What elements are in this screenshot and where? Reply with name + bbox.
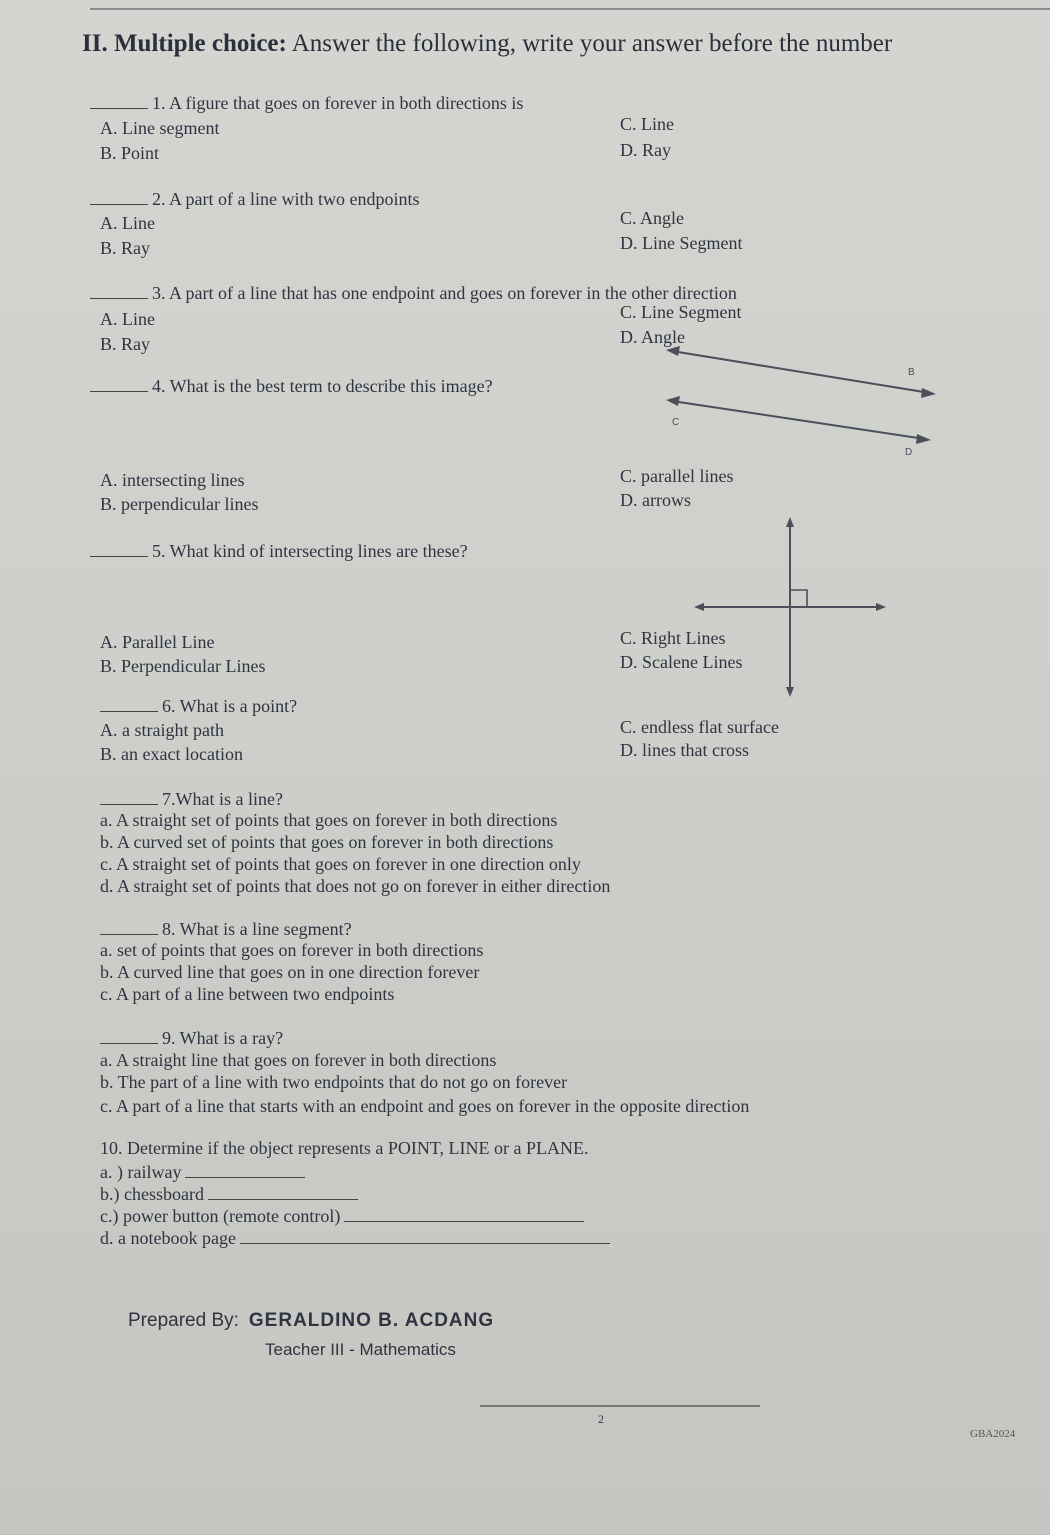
q4-option-b: B. perpendicular lines bbox=[100, 494, 259, 514]
q9-option-b: b. The part of a line with two endpoints that do not go on forever bbox=[100, 1072, 568, 1092]
question-6 bbox=[100, 695, 297, 717]
answer-blank-7[interactable] bbox=[100, 788, 158, 805]
arrowhead-left bbox=[694, 603, 704, 611]
question-8 bbox=[100, 918, 352, 940]
q5-option-d: D. Scalene Lines bbox=[620, 652, 743, 672]
point-label-b: B bbox=[908, 367, 915, 378]
q1-option-b: B. Point bbox=[100, 143, 160, 163]
q10-item-b bbox=[100, 1184, 358, 1205]
q5-option-b: B. Perpendicular Lines bbox=[100, 656, 266, 676]
arrowhead-b bbox=[921, 388, 936, 398]
q3-option-c: C. Line Segment bbox=[620, 302, 742, 322]
q1-option-a: A. Line segment bbox=[100, 118, 220, 138]
question-5-text: 5. What kind of intersecting lines are these? bbox=[152, 541, 468, 561]
q7-option-a: a. A straight set of points that goes on forever in both directions bbox=[100, 810, 558, 830]
q10-answer-c[interactable] bbox=[344, 1207, 584, 1222]
q7-option-d: d. A straight set of points that does not go on forever in either direction bbox=[100, 876, 611, 896]
q8-option-a: a. set of points that goes on forever in both directions bbox=[100, 940, 484, 960]
answer-blank-4[interactable] bbox=[90, 375, 148, 392]
q3-option-a: A. Line bbox=[100, 309, 155, 329]
teacher-role: Teacher III - Mathematics bbox=[265, 1340, 456, 1359]
q8-option-b: b. A curved line that goes on in one direction forever bbox=[100, 962, 480, 982]
line-ab bbox=[672, 351, 930, 393]
q1-option-c: C. Line bbox=[620, 114, 674, 134]
answer-blank-8[interactable] bbox=[100, 918, 158, 935]
page-mark: 2 bbox=[598, 1412, 604, 1426]
arrowhead-right bbox=[876, 603, 886, 611]
parallel-lines-figure bbox=[650, 345, 940, 465]
answer-blank-2[interactable] bbox=[90, 188, 148, 205]
q6-option-c: C. endless flat surface bbox=[620, 717, 779, 737]
q3-option-d: D. Angle bbox=[620, 327, 685, 347]
q10-item-a-label: a. ) railway bbox=[100, 1162, 182, 1182]
q2-option-a: A. Line bbox=[100, 213, 155, 233]
question-1-text: 1. A figure that goes on forever in both directions is bbox=[152, 93, 524, 113]
question-10-text: 10. Determine if the object represents a POINT, LINE or a PLANE. bbox=[100, 1138, 589, 1158]
question-4 bbox=[90, 375, 493, 397]
perpendicular-lines-figure bbox=[690, 515, 900, 705]
q10-answer-d[interactable] bbox=[240, 1229, 610, 1244]
question-8-text: 8. What is a line segment? bbox=[162, 919, 352, 939]
q9-option-c: c. A part of a line that starts with an endpoint and goes on forever in the opposite direction bbox=[100, 1096, 750, 1116]
q10-item-c bbox=[100, 1206, 584, 1227]
answer-blank-6[interactable] bbox=[100, 695, 158, 712]
arrowhead-up bbox=[786, 517, 794, 527]
top-border-line bbox=[90, 8, 1050, 10]
question-4-text: 4. What is the best term to describe this image? bbox=[152, 376, 493, 396]
question-9 bbox=[100, 1027, 283, 1049]
section-instruction: Answer the following, write your answer before the number bbox=[286, 30, 893, 57]
q10-item-a bbox=[100, 1162, 305, 1183]
q10-item-c-label: c.) power button (remote control) bbox=[100, 1206, 341, 1226]
question-9-text: 9. What is a ray? bbox=[162, 1028, 284, 1048]
question-2 bbox=[90, 188, 419, 210]
q10-answer-a[interactable] bbox=[185, 1163, 305, 1178]
q10-answer-b[interactable] bbox=[208, 1185, 358, 1200]
question-1 bbox=[90, 92, 523, 114]
section-heading bbox=[82, 30, 892, 58]
q6-option-b: B. an exact location bbox=[100, 744, 243, 764]
answer-blank-1[interactable] bbox=[90, 92, 148, 109]
right-angle-mark bbox=[790, 590, 807, 607]
q6-option-a: A. a straight path bbox=[100, 720, 224, 740]
q5-option-a: A. Parallel Line bbox=[100, 632, 215, 652]
q8-option-c: c. A part of a line between two endpoints bbox=[100, 984, 395, 1004]
prepared-by-label: Prepared By: bbox=[128, 1310, 239, 1331]
q1-option-d: D. Ray bbox=[620, 140, 671, 160]
q10-item-b-label: b.) chessboard bbox=[100, 1184, 204, 1204]
question-7-text: 7.What is a line? bbox=[162, 789, 283, 809]
q4-option-c: C. parallel lines bbox=[620, 466, 734, 486]
answer-blank-3[interactable] bbox=[90, 282, 148, 299]
question-2-text: 2. A part of a line with two endpoints bbox=[152, 189, 420, 209]
section-label: II. Multiple choice: bbox=[82, 30, 287, 57]
q2-option-c: C. Angle bbox=[620, 208, 685, 228]
q10-item-d bbox=[100, 1228, 610, 1249]
point-label-d: D bbox=[905, 447, 913, 458]
point-label-c: C bbox=[672, 417, 680, 428]
question-6-text: 6. What is a point? bbox=[162, 696, 298, 716]
question-5 bbox=[90, 540, 468, 562]
q10-item-d-label: d. a notebook page bbox=[100, 1228, 236, 1248]
q2-option-b: B. Ray bbox=[100, 238, 151, 258]
question-3-text: 3. A part of a line that has one endpoint and goes on forever in the other direction bbox=[152, 283, 737, 303]
arrowhead-down bbox=[786, 687, 794, 697]
arrowhead-d bbox=[916, 434, 931, 444]
question-3 bbox=[90, 282, 737, 304]
arrowhead-a bbox=[666, 346, 680, 356]
footer-line bbox=[480, 1405, 760, 1407]
answer-blank-9[interactable] bbox=[100, 1027, 158, 1044]
q7-option-c: c. A straight set of points that goes on forever in one direction only bbox=[100, 854, 581, 874]
q3-option-b: B. Ray bbox=[100, 334, 151, 354]
line-cd bbox=[672, 401, 925, 439]
signature-block bbox=[128, 1310, 494, 1332]
document-code: GBA2024 bbox=[970, 1428, 1016, 1440]
q7-option-b: b. A curved set of points that goes on forever in both directions bbox=[100, 832, 554, 852]
q4-option-d: D. arrows bbox=[620, 490, 691, 510]
teacher-name: GERALDINO B. ACDANG bbox=[248, 1310, 495, 1331]
q4-option-a: A. intersecting lines bbox=[100, 470, 245, 490]
arrowhead-c bbox=[666, 396, 680, 406]
q9-option-a: a. A straight line that goes on forever in both directions bbox=[100, 1050, 497, 1070]
q6-option-d: D. lines that cross bbox=[620, 740, 749, 760]
answer-blank-5[interactable] bbox=[90, 540, 148, 557]
q2-option-d: D. Line Segment bbox=[620, 233, 743, 253]
q5-option-c: C. Right Lines bbox=[620, 628, 726, 648]
question-7 bbox=[100, 788, 283, 810]
